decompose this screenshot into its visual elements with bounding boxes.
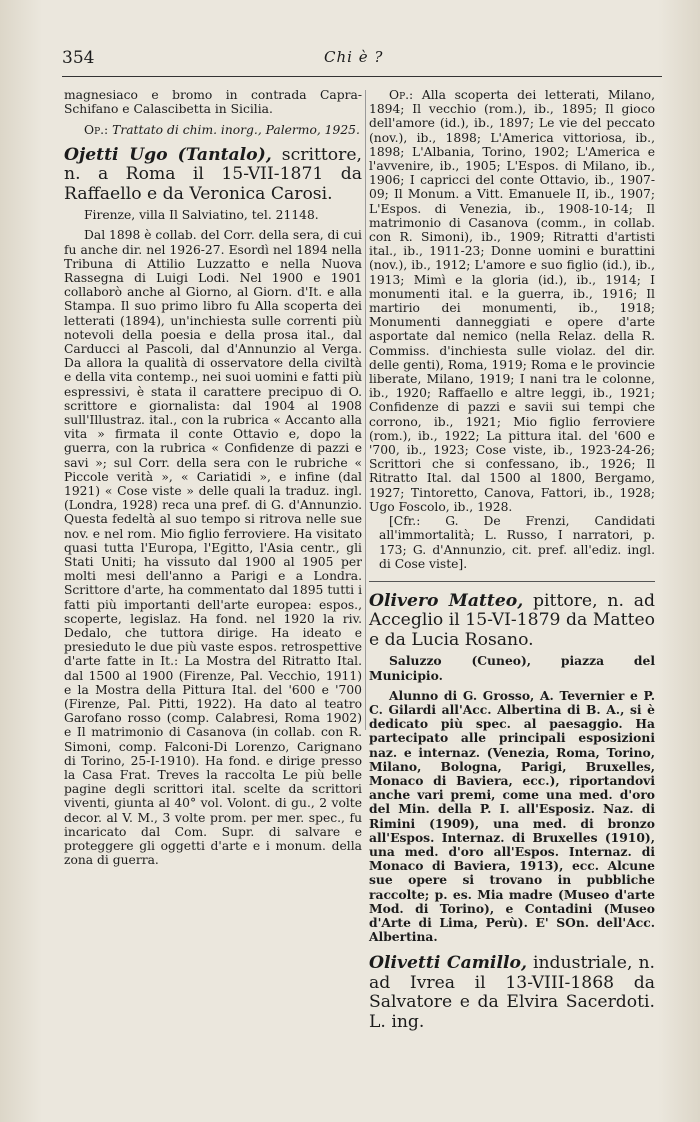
works-text: Trattato di chim. inorg., Palermo, 1925. bbox=[108, 123, 360, 138]
entry-details: pittore, n. ad Acceglio il 15-VI-1879 da Matteo e da Lucia Rosano. bbox=[369, 590, 655, 650]
entry-name: Olivetti Camillo, bbox=[369, 953, 527, 974]
entry-heading-olivero bbox=[369, 592, 655, 651]
works-label: Op.: bbox=[84, 123, 109, 138]
entry-biography: Dal 1898 è collab. del Corr. della sera, di cui fu anche dir. nel 1926-27. Esordì nel 1894 nella Tribuna di Attilio Luzzatto e nella Nuova Rassegna di Luigi Lodi. Nel 1900 e 1901 collaborò anche al Giorno, al Giorn. d'It. e alla Stampa. Il suo primo libro fu Alla scoperta dei letterati (1894), un'inchiesta sulle correnti più notevoli della poesia e della prosa ital., dal Carducci al Pascoli, dal d'Annunzio al Verga. Da allora la qualità di osservatore della civiltà e della vita contemp., nei suoi uomini e fatti più espressivi, è stata il carattere precipuo di O. scrittore e giornalista: dal 1904 al 1908 sull'Illustraz. ital., con la rubrica « Accanto alla vita » firmata il conte Ottavio e, dopo la guerra, con la rubrica « Confidenze di pazzi e savi »; sul Corr. della sera con le rubriche « Piccole verità », « Cariatidi », e infine (dal 1921) « Cose viste » delle quali la traduz. ingl. (Londra, 1928) reca una pref. di G. d'Annunzio. Questa fedeltà al suo tempo si ritrova nelle sue nov. e nel rom. Mio figlio ferroviere. Ha visitato quasi tutta l'Europa, l'Egitto, l'Asia centr., gli Stati Uniti; ha vissuto dal 1900 al 1905 per molti mesi dell'anno a Parigi e a Londra. Scrittore d'arte, ha commentato dal 1895 tutti i fatti più importanti dell'arte europea: espos., scoperte, legislaz. Ha fond. nel 1920 la riv. Dedalo, che tuttora dirige. Ha ideato e presieduto le due più vaste espos. retrospettive d'arte fatte in It.: La Mostra del Ritratto Ital. dal 1500 al 1900 (Firenze, Pal. Vecchio, 1911) e la Mostra della Pittura Ital. del '600 e '700 (Firenze, Pal. Pitti, 1922). Ha dato al teatro Garofano rosso (comp. Calabresi, Roma 1902) e Il matrimonio di Casanova (in collab. con R. Simoni, comp. Falconi-Di Lorenzo, Carignano di Torino, 25-I-1910). Ha fond. e dirige presso la Casa Frat. Treves la raccolta Le più belle pagine degli scrittori ital. scelte da scrittori viventi, giunta al 40° vol. Volont. di gu., 2 volte decor. al V. M., 3 volte prom. per mer. spec., fu incaricato dal Com. Supr. di salvare e proteggere gli oggetti d'arte e i monum. della zona di guerra. bbox=[64, 228, 362, 868]
running-title: Chi è ? bbox=[324, 48, 384, 66]
works-text: Alla scoperta dei letterati, Milano, 1894; Il vecchio (rom.), ib., 1895; Il gioco dell'amore (id.), ib., 1897; Le vie del peccato (nov.), ib., 1898; L'America vittoriosa, ib., 1898; L'Albania, Torino, 1902; L'America e l'avvenire, ib., 1905; L'Espos. di Milano, ib., 1906; I capricci del conte Ottavio, ib., 1907-09; Il Monum. a Vitt. Emanuele II, ib., 1907; L'Espos. di Venezia, ib., 1908-10-14; Il matrimonio di Casanova (comm., in collab. con R. Simoni), ib., 1909; Ritratti d'artisti ital., ib., 1911-23; Donne uomini e burattini (nov.), ib., 1912; L'amore e suo figlio (id.), ib., 1913; Mimì e la gloria (id.), ib., 1914; I monumenti ital. e la guerra, ib., 1916; Il martirio dei monumenti, ib., 1918; Monumenti danneggiati e opere d'arte asportate dal nemico (nella Relaz. della R. Commiss. d'inchiesta sulle violaz. del dir. delle genti), Roma, 1919; Roma e le provincie liberate, Milano, 1919; I nani tra le colonne, ib., 1920; Raffaello e altre leggi, ib., 1921; Confidenze di pazzi e savii sui tempi che corrono, ib., 1921; Mio figlio ferroviere (rom.), ib., 1922; La pittura ital. del '600 e '700, ib., 1923; Cose viste, ib., 1923-24-26; Scrittori che si confessano, ib., 1926; Il Ritratto Ital. dal 1500 al 1800, Bergamo, 1927; Tintoretto, Canova, Fattori, ib., 1928; Ugo Foscolo, ib., 1928. bbox=[369, 88, 655, 514]
continuation-works bbox=[64, 123, 362, 137]
entry-details: scrittore, n. a Roma il 15-VII-1871 da Raffaello e da Veronica Carosi. bbox=[64, 144, 362, 204]
right-column bbox=[369, 88, 655, 1036]
entry-residence: Firenze, villa Il Salviatino, tel. 21148. bbox=[84, 208, 319, 223]
works-label: Op.: bbox=[389, 88, 414, 102]
entry-name: Olivero Matteo, bbox=[369, 590, 524, 611]
entry-separator bbox=[369, 581, 655, 582]
page-header bbox=[62, 46, 662, 77]
entry-heading-ojetti bbox=[64, 146, 362, 205]
entry-details: industriale, n. ad Ivrea il 13-VIII-1868 da Salvatore e da Elvira Sacerdoti. L. ing. bbox=[369, 953, 655, 1032]
entry-residence: Saluzzo (Cuneo), piazza del Municipio. bbox=[369, 653, 655, 683]
ojetti-works bbox=[369, 88, 655, 514]
entry-pseudonym: (Tantalo), bbox=[177, 144, 272, 165]
entry-name: Ojetti Ugo bbox=[64, 144, 168, 165]
references: [Cfr.: G. De Frenzi, Candidati all'immortalità; L. Russo, I narratori, p. 173; G. d'Annunzio, cit. pref. all'ediz. ingl. di Cose viste]. bbox=[379, 514, 655, 571]
continuation-text: magnesiaco e bromo in contrada Capra-Schifano e Calascibetta in Sicilia. bbox=[64, 88, 362, 117]
column-divider bbox=[365, 90, 366, 730]
entry-biography: Alunno di G. Grosso, A. Tevernier e P. C. Gilardi all'Acc. Albertina di B. A., si è dedicato più spec. al paesaggio. Ha partecipato alle principali esposizioni naz. e internaz. (Venezia, Roma, Torino, Milano, Bologna, Parigi, Bruxelles, Monaco di Baviera, ecc.), riportandovi anche vari premi, come una med. d'oro del Min. della P. I. all'Esposiz. Naz. di Rimini (1909), una med. di bronzo all'Espos. Internaz. di Bruxelles (1910), una med. d'oro all'Espos. Internaz. di Monaco di Baviera, 1913), ecc. Alcune sue opere si trovano in pubbliche raccolte; p. es. Mia madre (Museo d'arte Mod. di Torino), e Contadini (Museo d'Arte di Lima, Perù). E' SOn. dell'Acc. Albertina. bbox=[369, 687, 655, 945]
entry-heading-olivetti bbox=[369, 954, 655, 1032]
page-number: 354 bbox=[62, 48, 95, 68]
left-column bbox=[64, 88, 362, 867]
